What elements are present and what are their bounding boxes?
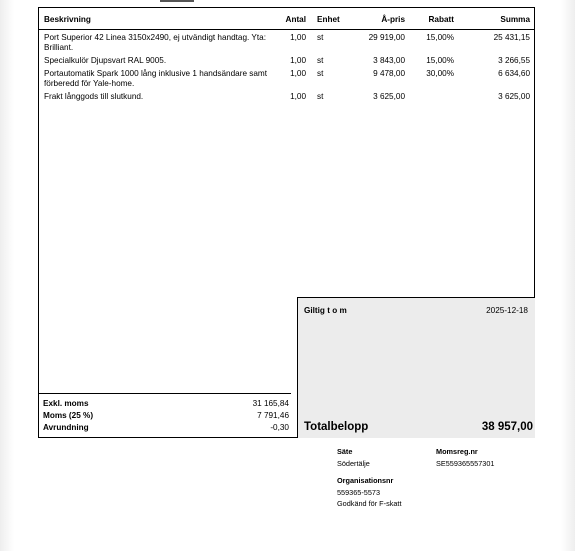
cut-off-top-text (160, 0, 194, 2)
excl-vat-value: 31 165,84 (252, 399, 289, 408)
vat-label: Moms (25 %) (43, 411, 94, 420)
item-discount: 30,00% (426, 69, 454, 78)
header-description: Beskrivning (44, 15, 91, 24)
item-discount: 15,00% (426, 33, 454, 42)
vat-value: 7 791,46 (257, 411, 289, 420)
item-unit: st (317, 69, 324, 78)
item-discount: 15,00% (426, 56, 454, 65)
item-sum: 6 634,60 (498, 69, 530, 78)
item-quantity: 1,00 (290, 92, 306, 101)
vat-reg-label: Momsreg.nr (436, 447, 478, 456)
total-value: 38 957,00 (481, 421, 533, 433)
totals-divider (39, 393, 291, 394)
rounding-label: Avrundning (43, 423, 89, 432)
item-sum: 25 431,15 (493, 33, 530, 42)
seat-value: Södertälje (337, 459, 370, 468)
item-unit-price: 9 478,00 (373, 69, 405, 78)
header-discount: Rabatt (428, 15, 454, 24)
validity-total-panel (297, 297, 535, 438)
org-number-label: Organisationsnr (337, 476, 394, 485)
invoice-table (38, 7, 535, 438)
rounding-value: -0,30 (270, 423, 289, 432)
excl-vat-row (43, 399, 289, 410)
item-unit-price: 3 843,00 (373, 56, 405, 65)
item-sum: 3 625,00 (498, 92, 530, 101)
items-header (39, 8, 534, 30)
item-unit: st (317, 92, 324, 101)
item-unit: st (317, 33, 324, 42)
header-quantity: Antal (285, 15, 306, 24)
item-description: Frakt långgods till slutkund. (44, 92, 144, 101)
item-quantity: 1,00 (290, 69, 306, 78)
f-tax-note: Godkänd för F-skatt (337, 499, 402, 508)
validity-date: 2025-12-18 (486, 306, 528, 315)
total-label: Totalbelopp (304, 421, 369, 433)
vat-reg-value: SE559365557301 (436, 459, 495, 468)
seat-label: Säte (337, 447, 353, 456)
header-unit: Enhet (317, 15, 340, 24)
org-number-value: 559365-5573 (337, 488, 381, 497)
excl-vat-label: Exkl. moms (43, 399, 89, 408)
item-quantity: 1,00 (290, 56, 306, 65)
item-description: Specialkulör Djupsvart RAL 9005. (44, 56, 167, 65)
item-unit-price: 29 919,00 (368, 33, 405, 42)
item-quantity: 1,00 (290, 33, 306, 42)
rounding-row (43, 423, 289, 434)
item-description: Portautomatik Spark 1000 lång inklusive 1 handsändare samt förberedd för Yale-home. (44, 69, 268, 88)
validity-label: Giltig t o m (304, 306, 347, 315)
item-description: Port Superior 42 Linea 3150x2490, ej utvändigt handtag. Yta: Brilliant. (44, 33, 266, 52)
header-sum: Summa (500, 15, 530, 24)
item-unit: st (317, 56, 324, 65)
vat-row (43, 411, 289, 422)
header-unit-price: Å-pris (381, 15, 405, 24)
item-unit-price: 3 625,00 (373, 92, 405, 101)
item-sum: 3 266,55 (498, 56, 530, 65)
